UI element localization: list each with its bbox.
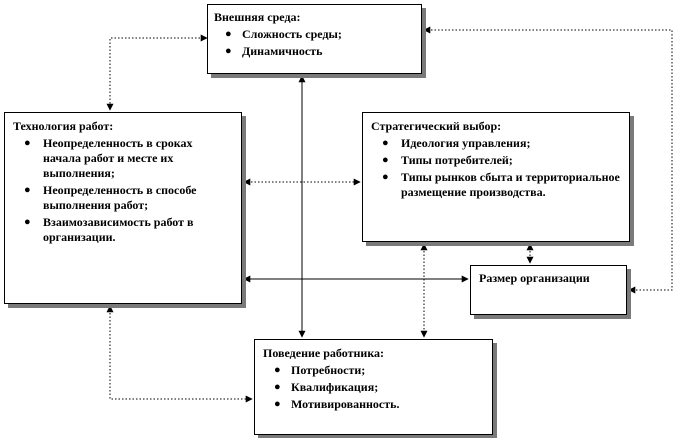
behavior-title: Поведение работника: bbox=[263, 346, 385, 360]
bullet-icon: ● bbox=[382, 171, 389, 183]
technology-list bbox=[13, 136, 233, 245]
bullet-icon: ● bbox=[274, 398, 281, 410]
list-item: ● Типы рынков сбыта и территориальное размещение производства. bbox=[382, 170, 620, 199]
list-item: ● Типы потребителей; bbox=[382, 153, 513, 167]
box-work-technology bbox=[4, 112, 242, 304]
strategy-title: Стратегический выбор: bbox=[371, 119, 502, 133]
environment-title: Внешняя среда: bbox=[214, 10, 301, 24]
bullet-icon: ● bbox=[24, 184, 31, 196]
behavior-list bbox=[263, 363, 484, 412]
bullet-icon: ● bbox=[274, 364, 281, 376]
box-employee-behavior bbox=[254, 339, 493, 435]
org-size-title: Размер организации bbox=[479, 271, 590, 285]
box-external-environment bbox=[207, 4, 422, 74]
list-item: ● Мотивированность. bbox=[274, 397, 400, 411]
bullet-icon: ● bbox=[382, 154, 389, 166]
bullet-icon: ● bbox=[24, 216, 31, 228]
bullet-icon: ● bbox=[382, 137, 389, 149]
strategy-list bbox=[371, 136, 621, 200]
box-organization-size bbox=[470, 265, 627, 315]
list-item: ● Динамичность bbox=[225, 44, 323, 58]
list-item: ● Неопределенность в способе выполнения работ; bbox=[24, 183, 197, 212]
connector-env-tech bbox=[110, 38, 207, 110]
list-item: ● Взаимозависимость работ в организации. bbox=[24, 215, 194, 244]
box-strategic-choice bbox=[362, 112, 630, 242]
bullet-icon: ● bbox=[24, 137, 31, 149]
list-item: ● Сложность среды; bbox=[225, 27, 342, 41]
technology-title: Технология работ: bbox=[13, 119, 114, 133]
list-item: ● Неопределенность в сроках начала работ и месте их выполнения; bbox=[24, 136, 193, 180]
bullet-icon: ● bbox=[225, 28, 232, 40]
list-item: ● Идеология управления; bbox=[382, 136, 531, 150]
list-item: ● Квалификация; bbox=[274, 380, 379, 394]
bullet-icon: ● bbox=[274, 381, 281, 393]
list-item: ● Потребности; bbox=[274, 363, 366, 377]
environment-list bbox=[214, 27, 415, 59]
connector-tech-behavior bbox=[110, 306, 252, 399]
bullet-icon: ● bbox=[225, 45, 232, 57]
